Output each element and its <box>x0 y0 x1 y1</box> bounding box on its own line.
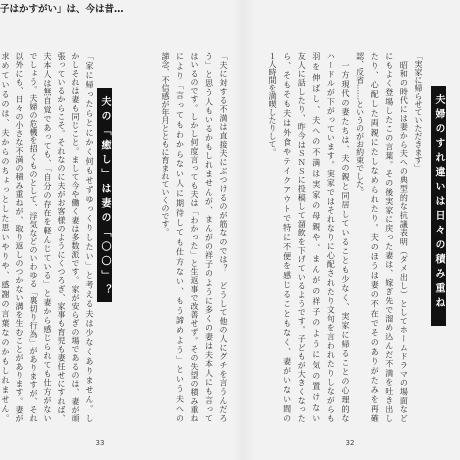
body-column: 一方現代の妻たちは、夫の親と同居していることも少なく、実家に帰ることの心理的な <box>341 52 350 422</box>
body-column: 友人に話したり、昨今はＳＮＳに投稿して溜飲を下げているようです。子どもが大きくなった <box>297 52 307 422</box>
body-column: 以外にも、日々の小さな不満の積み重ねが、取り返しのつかない溝を生むことがあります。妻が <box>15 52 24 422</box>
body-column: 「夫に対する不満は直接夫にぶつけるのが筋なのでは？ どうして他の人にグチを言うんだろ <box>219 52 228 422</box>
body-column: 諦念、不信感が年月とともに育まれていくのです。 <box>161 52 170 236</box>
body-column: かしそれは妻も同じこと。まして今や働く妻は多数派です。家が安らぎの場であるのは、妻が頑 <box>71 52 80 422</box>
section-heading: 夫婦のすれ違いは日々の積み重ね <box>431 86 446 326</box>
body-column: 昭和の時代には妻から夫への典型的な抗議表明（ダメ出し）としてホームドラマの場面など <box>399 52 409 422</box>
page-number: 32 <box>345 439 355 447</box>
body-column: 認、反省……というのがお約束でした。 <box>355 52 365 196</box>
body-column: 「家に帰ったらとにかく何もせずゆっくりしたい」と考える夫は少なくありません。し <box>85 52 94 422</box>
body-column: ら、そもそも夫は外食やテイクアウトで特に不便を感じることもなく、妻がいない間の <box>282 52 292 422</box>
section-heading: 夫の「癒し」は妻の「〇〇」？ <box>97 88 112 302</box>
running-header: 子はかすがい」は、今は昔… <box>0 4 124 15</box>
body-column: 求めているのは、夫からのちょっとした思いやりや、感謝の言葉なのかもしれません。 <box>1 52 10 422</box>
body-column: 夫本人は無自覚であっても、「自分の存在を軽んじている」と妻から感じられても仕方がない <box>43 52 52 422</box>
body-column: により「言ってもわからない人に期待しても仕方ない、もう諦めよう」という夫への <box>175 52 185 422</box>
body-column: 張っているからこそ。それなのに夫がお客様のようにくつろぎ、家事も育児も妻任せにすれば、 <box>57 52 66 422</box>
body-column: 羽を伸ばし、夫への不満は実家の母親や、まんがの祥子のように気の置けない <box>311 52 321 422</box>
body-column: 「実家に帰らせていただきます」 <box>414 52 423 172</box>
body-column: でしょう。夫婦の危機を招くものとして、浮気などのいわゆる「裏切り行為」がありますが、それ <box>29 52 38 422</box>
page-number: 33 <box>95 439 105 447</box>
body-column: はいるのです。しかし何度言っても夫は「わかった」と生返事で改善せず。その失望の積み重ね <box>190 52 199 422</box>
gutter-shadow <box>232 0 254 460</box>
body-column: ハードルが下がっています。実家ではそれなりに心配されたり文句を言われたりしながらも <box>326 52 336 422</box>
body-column: たり、心配した両親にたしなめられたり。夫のほうは妻の不在でそのありがたみを再確 <box>370 52 380 422</box>
body-column: １人時間を満喫したりして。 <box>268 52 277 156</box>
body-column: にもよく登場したこの言葉。その後実家に戻った妻は、嫁ぎ先で溜め込んだ不満を吐き出し <box>384 52 394 422</box>
body-column: う」と思う人もいるかもしれませんが、まんがの祥子のように多くの妻は夫本人にも言って <box>204 52 214 422</box>
